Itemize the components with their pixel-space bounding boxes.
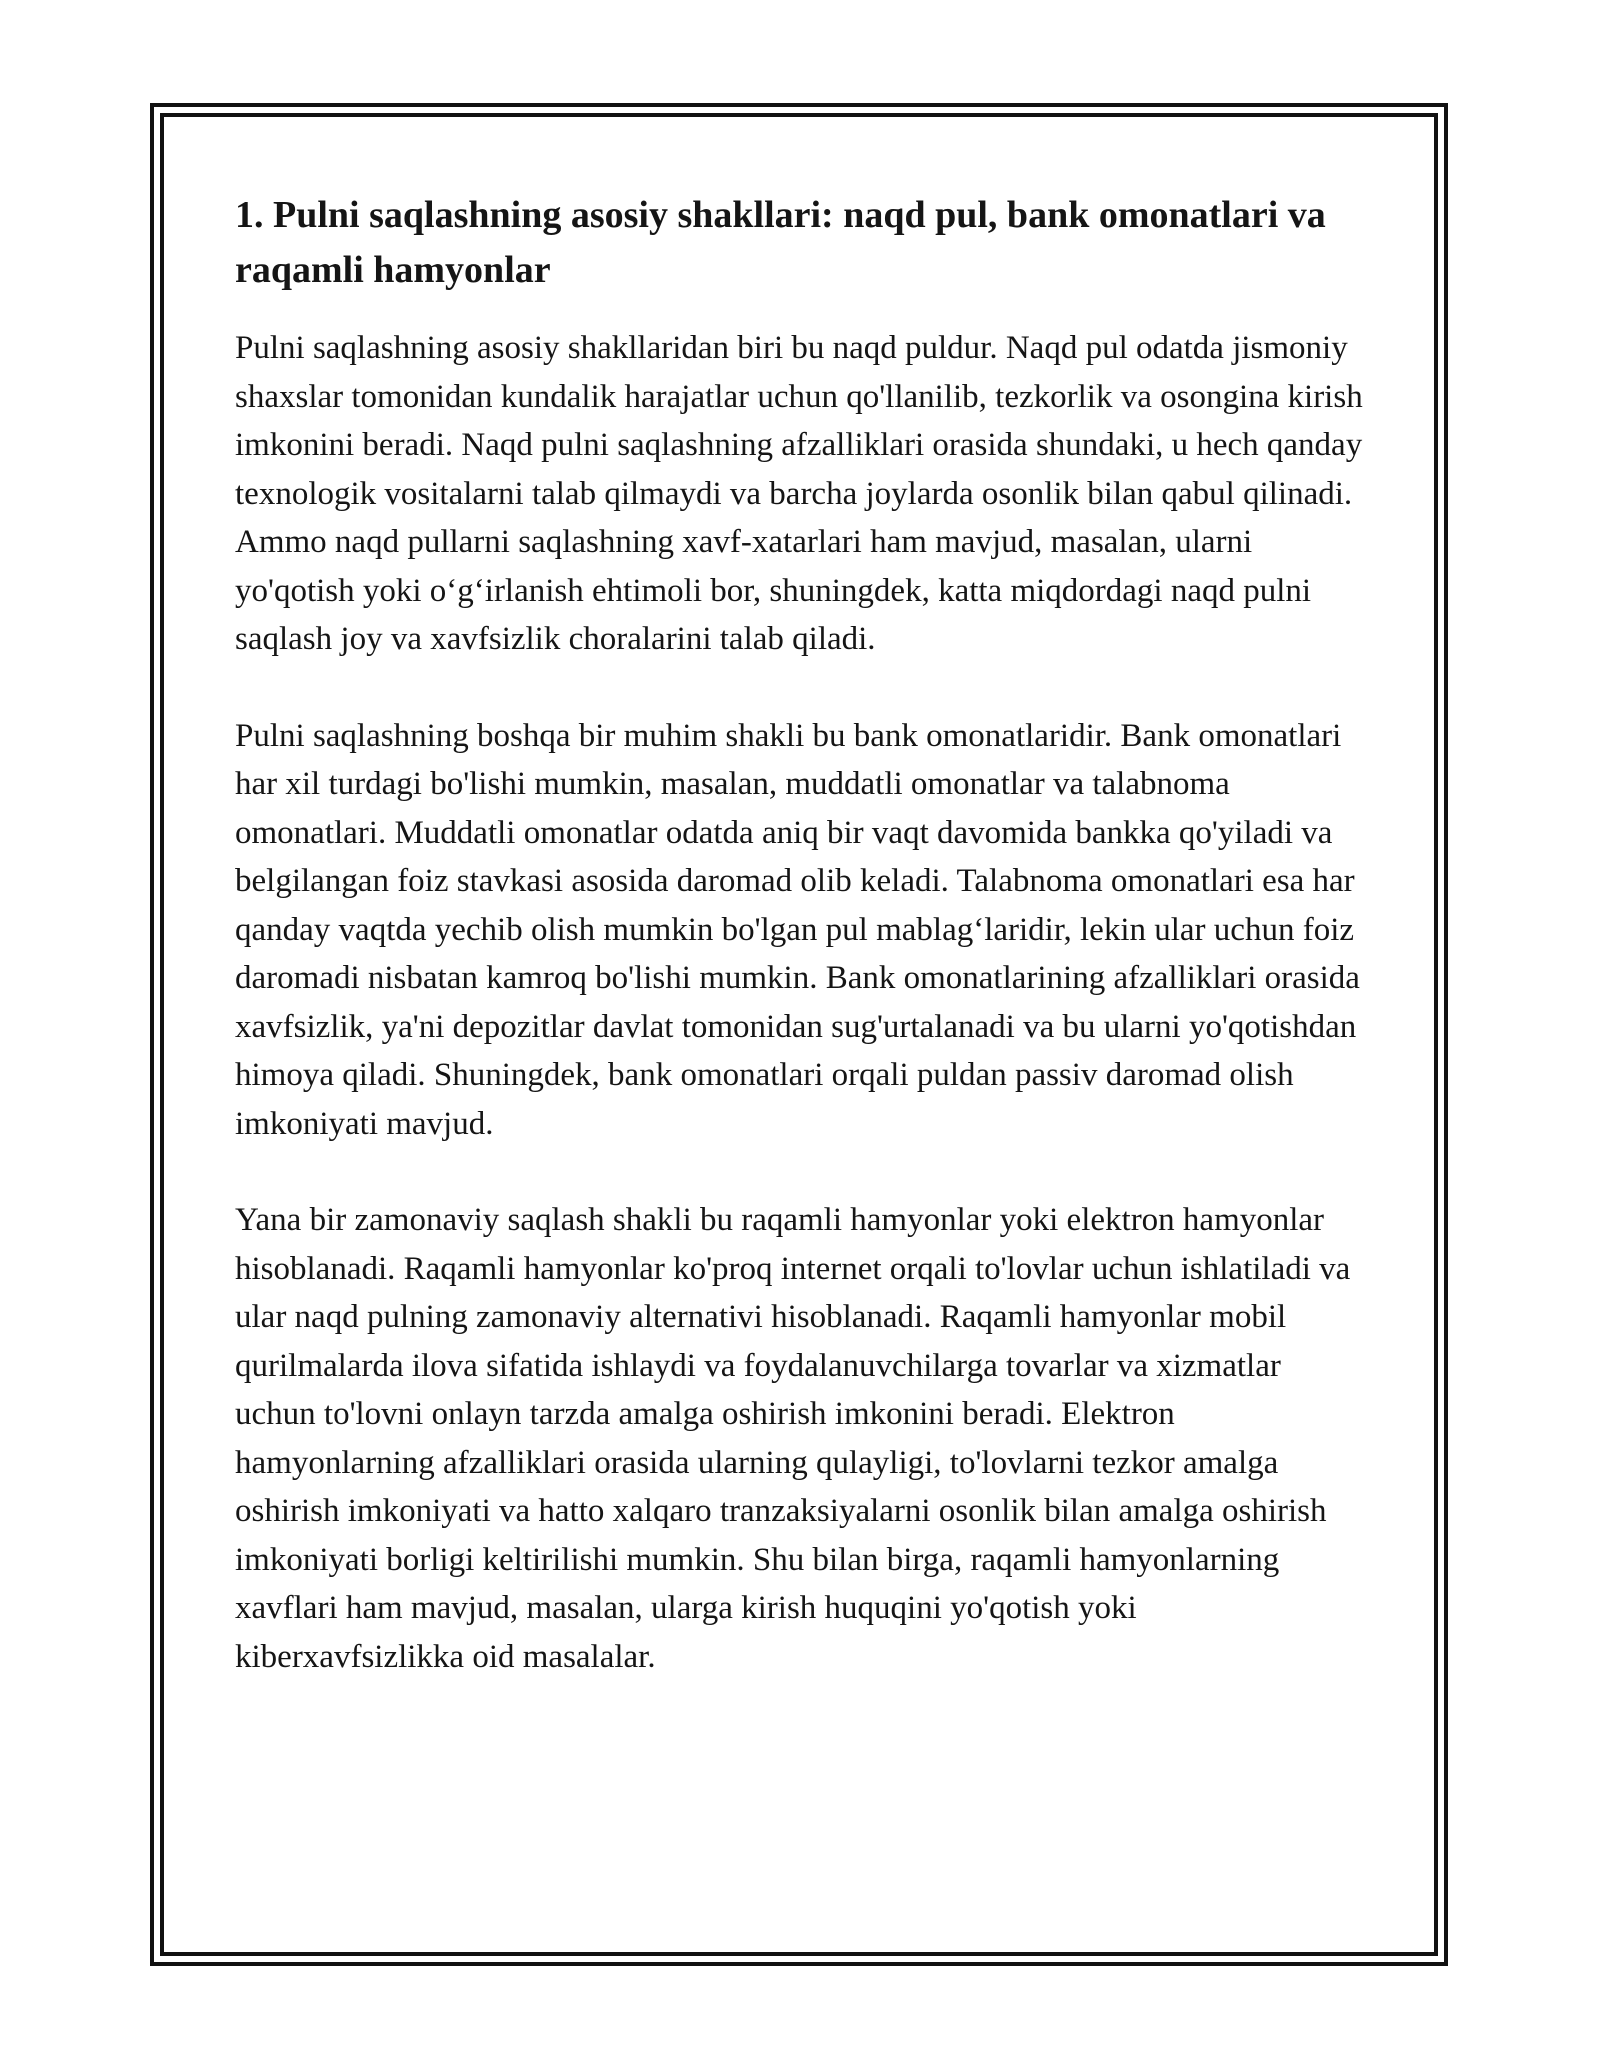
section-heading: 1. Pulni saqlashning asosiy shakllari: naqd pul, bank omonatlari va raqamli hamyonlar <box>235 194 1326 291</box>
paragraph-digital-wallets: Yana bir zamonaviy saqlash shakli bu raqamli hamyonlar yoki elektron hamyonlar hisoblanadi. Raqamli hamyonlar ko'proq internet orqali to'lovlar uchun ishlatiladi va ular naqd pulning zamonaviy alternativi hisoblanadi. Raqamli hamyonlar mobil qurilmalarda ilova sifatida ishlaydi va foydalanuvchilarga tovarlar va xizmatlar uchun to'lovni onlayn tarzda amalga oshirish imkonini beradi. Elektron hamyonlarning afzalliklari orasida ularning qulayligi, to'lovlarni tezkor amalga oshirish imkoniyati va hatto xalqaro tranzaksiyalarni osonlik bilan amalga oshirish imkoniyati borligi keltirilishi mumkin. Shu bilan birga, raqamli hamyonlarning xavflari ham mavjud, masalan, ularga kirish huquqini yo'qotish yoki kiberxavfsizlikka oid masalalar. <box>235 1202 1351 1675</box>
document-body <box>235 188 1365 1729</box>
paragraph-cash: Pulni saqlashning asosiy shakllaridan biri bu naqd puldur. Naqd pul odatda jismoniy shaxslar tomonidan kundalik harajatlar uchun qo'llanilib, tezkorlik va osongina kirish imkonini beradi. Naqd pulni saqlashning afzalliklari orasida shundaki, u hech qanday texnologik vositalarni talab qilmaydi va barcha joylarda osonlik bilan qabul qilinadi. Ammo naqd pullarni saqlashning xavf-xatarlari ham mavjud, masalan, ularni yo'qotish yoki o‘g‘irlanish ehtimoli bor, shuningdek, katta miqdordagi naqd pulni saqlash joy va xavfsizlik choralarini talab qiladi. <box>235 330 1363 657</box>
paragraph-bank-deposits: Pulni saqlashning boshqa bir muhim shakli bu bank omonatlaridir. Bank omonatlari har xil turdagi bo'lishi mumkin, masalan, muddatli omonatlar va talabnoma omonatlari. Muddatli omonatlar odatda aniq bir vaqt davomida bankka qo'yiladi va belgilangan foiz stavkasi asosida daromad olib keladi. Talabnoma omonatlari esa har qanday vaqtda yechib olish mumkin bo'lgan pul mablag‘laridir, lekin ular uchun foiz daromadi nisbatan kamroq bo'lishi mumkin. Bank omonatlarining afzalliklari orasida xavfsizlik, ya'ni depozitlar davlat tomonidan sug'urtalanadi va bu ularni yo'qotishdan himoya qiladi. Shuningdek, bank omonatlari orqali puldan passiv daromad olish imkoniyati mavjud. <box>235 717 1360 1142</box>
